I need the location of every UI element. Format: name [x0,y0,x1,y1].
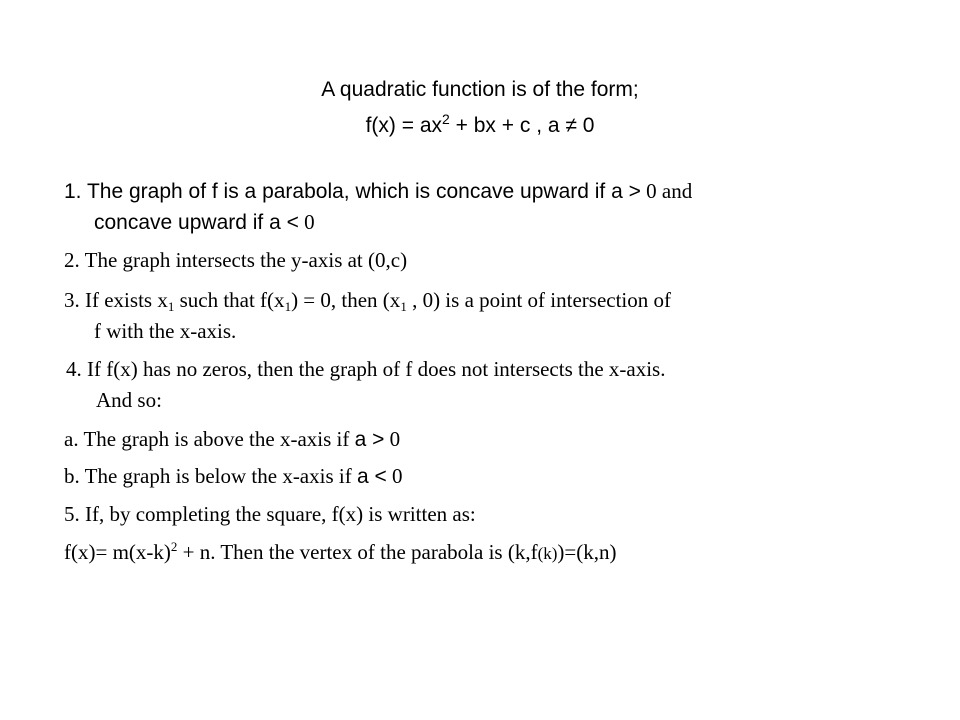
list-item-5 [64,499,924,530]
item-4-text: 4. If f(x) has no zeros, then the graph of f does not intersects the x-axis. [66,357,666,381]
item-3-text-d: , 0) is a point of intersection of [406,288,672,312]
item-3-subscript-a: 1 [167,299,175,314]
vertex-text-b: + n. Then the vertex of the parabola is (k,f [177,540,538,564]
item-b-text: b. The graph is below the x-axis if [64,464,357,488]
item-a-value: 0 [384,427,401,451]
item-b-value: 0 [386,464,403,488]
item-3-subscript-b: 1 [284,299,292,314]
list-item-2 [64,245,924,276]
item-3-line-2: f with the x-axis. [94,319,237,343]
item-1-text: 1. The graph of f is a parabola, which is concave upward if a > [64,180,641,203]
title-text: A quadratic function is of the form; [321,78,639,101]
formula-text-rest: + bx + c , a ≠ 0 [449,114,595,137]
vertex-formula [64,537,924,569]
item-1-line-2-text: concave upward if a < [94,211,299,234]
title-line-1 [0,77,960,103]
item-1-line-2-value: 0 [298,210,315,234]
vertex-text-c: (k) [537,544,558,563]
item-5-text: 5. If, by completing the square, f(x) is written as: [64,502,476,526]
item-1-text-serif: 0 and [640,179,693,203]
item-2-text: 2. The graph intersects the y-axis at (0,c) [64,248,408,272]
list-item-4 [66,354,926,416]
list-item-3 [64,285,924,347]
list-item-a [64,424,924,455]
title-line-2 [0,113,960,139]
item-3-subscript-c: 1 [400,299,407,314]
item-1-line-2 [64,207,924,238]
item-a-text: a. The graph is above the x-axis if [64,427,355,451]
item-3-text-a: 3. If exists x [64,288,168,312]
vertex-exponent: 2 [170,539,178,554]
item-3-text-b: such that f(x [174,288,285,312]
list-item-1 [64,176,924,238]
vertex-text-d: )=(k,n) [557,540,617,564]
formula-exponent: 2 [442,111,450,127]
item-4-line-2: And so: [96,388,162,412]
vertex-text-a: f(x)= m(x-k) [64,540,171,564]
item-b-condition: a < [356,465,387,488]
item-3-text-c: ) = 0, then (x [291,288,401,312]
formula-text: f(x) = ax [365,114,443,137]
list-item-b [64,461,924,492]
item-a-condition: a > [354,428,385,451]
